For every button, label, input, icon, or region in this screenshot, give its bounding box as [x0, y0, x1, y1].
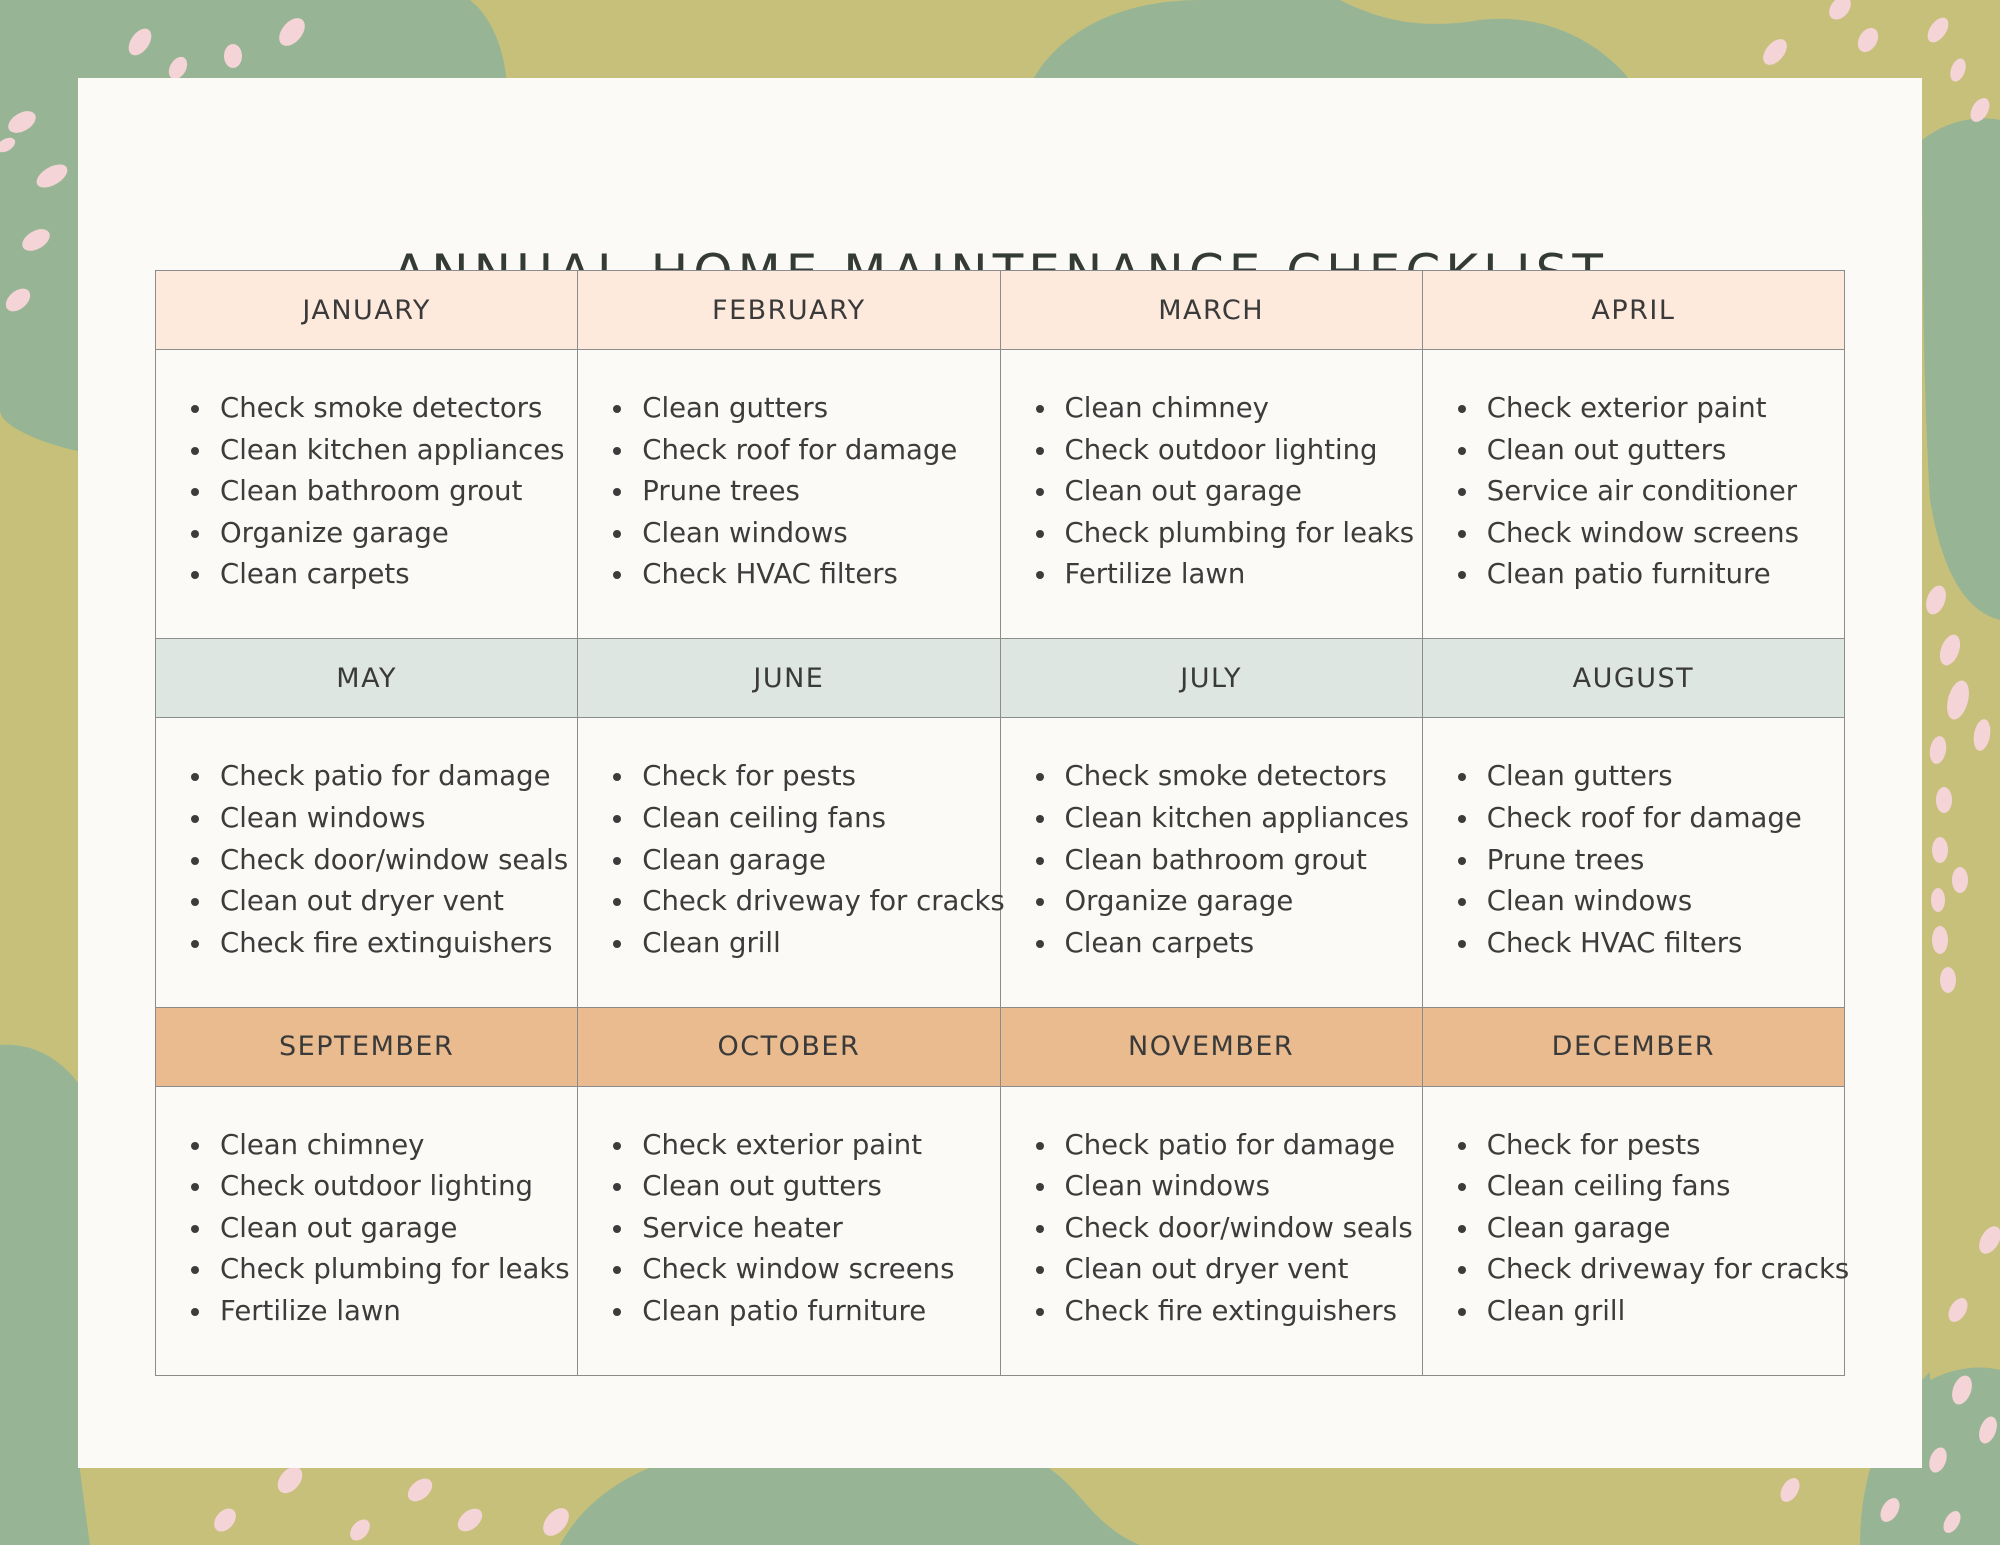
task-item: • Clean ceiling fans — [1481, 1166, 1844, 1208]
task-item: • Clean out gutters — [1481, 430, 1844, 472]
task-item: • Prune trees — [636, 471, 999, 513]
task-list — [1423, 1125, 1850, 1333]
task-list — [578, 1125, 999, 1333]
task-item: • Check HVAC filters — [636, 554, 999, 596]
task-item: • Clean bathroom grout — [1059, 840, 1422, 882]
month-header: MARCH — [1000, 271, 1422, 350]
month-task-cell — [156, 350, 578, 639]
task-item: • Clean out dryer vent — [214, 881, 577, 923]
month-header-row — [156, 271, 1845, 350]
task-item: • Clean garage — [636, 840, 999, 882]
month-task-cell — [1422, 350, 1844, 639]
month-task-cell — [1000, 350, 1422, 639]
month-header: JUNE — [578, 639, 1000, 718]
month-task-cell — [156, 718, 578, 1007]
task-item: • Check door/window seals — [1059, 1208, 1422, 1250]
task-list — [156, 388, 577, 596]
task-item: • Clean garage — [1481, 1208, 1844, 1250]
maintenance-grid — [155, 270, 1850, 1376]
task-item: • Check driveway for cracks — [636, 881, 999, 923]
task-list — [578, 756, 1005, 964]
task-item: • Check patio for damage — [214, 756, 577, 798]
task-item: • Organize garage — [214, 513, 577, 555]
month-header-row — [156, 639, 1845, 718]
month-task-cell — [578, 350, 1000, 639]
month-header: SEPTEMBER — [156, 1007, 578, 1086]
task-item: • Check smoke detectors — [1059, 756, 1422, 798]
task-item: • Clean chimney — [214, 1125, 577, 1167]
task-item: • Service heater — [636, 1208, 999, 1250]
task-row — [156, 1086, 1845, 1375]
task-item: • Check plumbing for leaks — [1059, 513, 1422, 555]
task-item: • Check fire extinguishers — [1059, 1291, 1422, 1333]
task-item: • Check roof for damage — [636, 430, 999, 472]
task-item: • Service air conditioner — [1481, 471, 1844, 513]
task-list — [578, 388, 999, 596]
task-list — [1423, 388, 1844, 596]
month-task-cell — [578, 1086, 1000, 1375]
month-task-cell — [1422, 718, 1844, 1007]
task-item: • Check fire extinguishers — [214, 923, 577, 965]
task-item: • Check smoke detectors — [214, 388, 577, 430]
task-list — [156, 1125, 577, 1333]
task-item: • Clean chimney — [1059, 388, 1422, 430]
task-item: • Check for pests — [636, 756, 999, 798]
task-item: • Prune trees — [1481, 840, 1844, 882]
task-item: • Clean gutters — [636, 388, 999, 430]
task-list — [156, 756, 577, 964]
month-task-cell — [578, 718, 1005, 1007]
month-header: OCTOBER — [578, 1007, 1000, 1086]
task-list — [1001, 756, 1422, 964]
month-header: JULY — [1000, 639, 1422, 718]
task-row — [156, 718, 1845, 1007]
month-header: NOVEMBER — [1000, 1007, 1422, 1086]
task-item: • Check exterior paint — [1481, 388, 1844, 430]
task-row — [156, 350, 1845, 639]
task-item: • Clean grill — [636, 923, 999, 965]
task-item: • Clean windows — [1481, 881, 1844, 923]
month-task-cell — [1000, 718, 1422, 1007]
task-item: • Clean out gutters — [636, 1166, 999, 1208]
month-header: DECEMBER — [1422, 1007, 1844, 1086]
task-item: • Check patio for damage — [1059, 1125, 1422, 1167]
task-item: • Clean kitchen appliances — [1059, 798, 1422, 840]
task-item: • Fertilize lawn — [1059, 554, 1422, 596]
month-header: APRIL — [1422, 271, 1844, 350]
task-item: • Check window screens — [1481, 513, 1844, 555]
task-item: • Clean gutters — [1481, 756, 1844, 798]
task-item: • Clean bathroom grout — [214, 471, 577, 513]
task-item: • Clean ceiling fans — [636, 798, 999, 840]
task-item: • Clean out dryer vent — [1059, 1249, 1422, 1291]
task-list — [1001, 388, 1422, 596]
month-header-row — [156, 1007, 1845, 1086]
task-item: • Check window screens — [636, 1249, 999, 1291]
task-item: • Clean out garage — [214, 1208, 577, 1250]
month-header: AUGUST — [1422, 639, 1844, 718]
task-item: • Clean out garage — [1059, 471, 1422, 513]
task-item: • Check plumbing for leaks — [214, 1249, 577, 1291]
task-item: • Clean kitchen appliances — [214, 430, 577, 472]
task-list — [1423, 756, 1844, 964]
task-list — [1001, 1125, 1422, 1333]
month-header: FEBRUARY — [578, 271, 1000, 350]
task-item: • Check door/window seals — [214, 840, 577, 882]
month-header: MAY — [156, 639, 578, 718]
task-item: • Organize garage — [1059, 881, 1422, 923]
month-task-cell — [1000, 1086, 1422, 1375]
task-item: • Clean carpets — [1059, 923, 1422, 965]
task-item: • Clean windows — [636, 513, 999, 555]
task-item: • Clean windows — [214, 798, 577, 840]
task-item: • Clean carpets — [214, 554, 577, 596]
task-item: • Check HVAC filters — [1481, 923, 1844, 965]
task-item: • Clean windows — [1059, 1166, 1422, 1208]
task-item: • Check outdoor lighting — [1059, 430, 1422, 472]
month-task-cell — [156, 1086, 578, 1375]
task-item: • Check driveway for cracks — [1481, 1249, 1844, 1291]
task-item: • Clean grill — [1481, 1291, 1844, 1333]
task-item: • Check roof for damage — [1481, 798, 1844, 840]
task-item: • Clean patio furniture — [1481, 554, 1844, 596]
month-task-cell — [1422, 1086, 1850, 1375]
task-item: • Fertilize lawn — [214, 1291, 577, 1333]
month-header: JANUARY — [156, 271, 578, 350]
task-item: • Check outdoor lighting — [214, 1166, 577, 1208]
task-item: • Check exterior paint — [636, 1125, 999, 1167]
task-item: • Clean patio furniture — [636, 1291, 999, 1333]
task-item: • Check for pests — [1481, 1125, 1844, 1167]
